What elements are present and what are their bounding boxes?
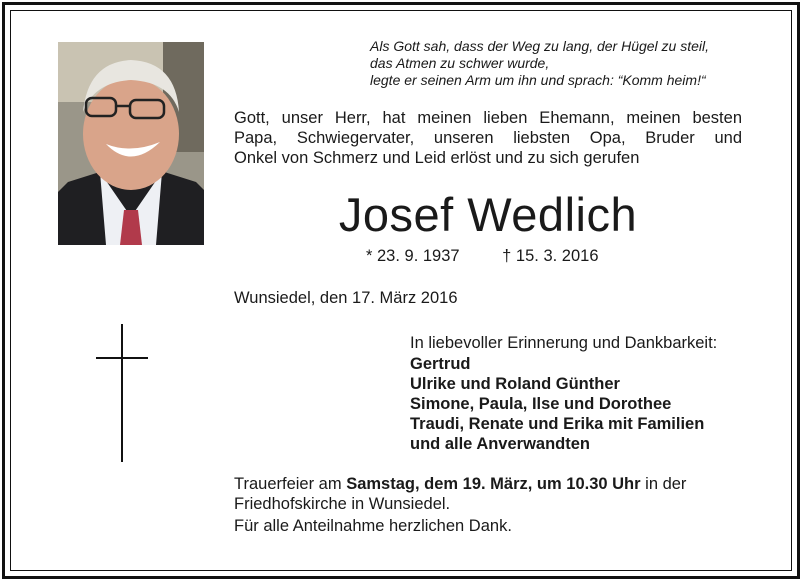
poem-line: Als Gott sah, dass der Weg zu lang, der Hügel zu steil,	[370, 38, 710, 54]
mourning-heading: In liebevoller Erinnerung und Dankbarkeit:	[410, 334, 718, 352]
mourner: und alle Anverwandten	[410, 435, 591, 453]
funeral-suffix: in der Friedhofskirche in Wunsiedel.	[234, 475, 687, 513]
intro-text	[234, 108, 742, 168]
funeral-prefix: Trauerfeier am	[234, 475, 342, 493]
intro-line: Gott, unser Herr, hat meinen lieben Ehemann, meinen besten	[234, 109, 742, 127]
portrait-photo	[58, 42, 204, 245]
poem	[370, 38, 770, 89]
mourner-list	[410, 354, 704, 454]
intro-line: Onkel von Schmerz und Leid erlöst und zu sich gerufen	[234, 149, 640, 167]
mourner: Traudi, Renate und Erika mit Familien	[410, 415, 705, 433]
death-date: † 15. 3. 2016	[502, 247, 599, 265]
life-dates	[366, 246, 599, 266]
intro-line: Papa, Schwiegervater, unseren liebsten Opa, Bruder und	[234, 129, 742, 147]
funeral-notice	[234, 474, 742, 514]
mourner: Ulrike und Roland Günther	[410, 375, 620, 393]
cross-icon	[121, 324, 123, 462]
place-and-date: Wunsiedel, den 17. März 2016	[234, 289, 458, 307]
poem-line: das Atmen zu schwer wurde,	[370, 55, 550, 71]
mourner: Simone, Paula, Ilse und Dorothee	[410, 395, 672, 413]
poem-line: legte er seinen Arm um ihn und sprach: “Komm heim!“	[370, 72, 706, 88]
birth-date: * 23. 9. 1937	[366, 247, 460, 265]
funeral-datetime: Samstag, dem 19. März, um 10.30 Uhr	[346, 475, 641, 493]
cross-icon-bar	[96, 357, 148, 359]
mourner: Gertrud	[410, 355, 471, 373]
deceased-name: Josef Wedlich	[338, 188, 638, 241]
thanks-text: Für alle Anteilnahme herzlichen Dank.	[234, 517, 512, 535]
